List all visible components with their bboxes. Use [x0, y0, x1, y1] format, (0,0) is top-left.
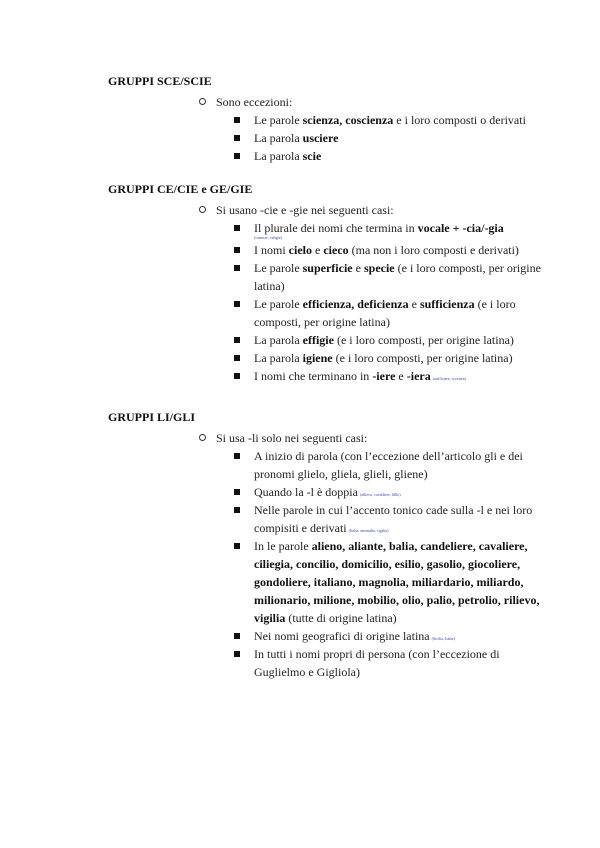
- list-item: Le parole efficienza, deficienza e sufficienza (e i loro composti, per origine latina): [108, 295, 548, 331]
- square-bullet-icon: [234, 543, 240, 549]
- list-item: La parola scie: [108, 147, 548, 165]
- section-heading: GRUPPI SCE/SCIE: [108, 74, 212, 88]
- section-sce-scie: [108, 72, 548, 165]
- list-item-level1: Sono eccezioni:: [108, 93, 548, 111]
- hollow-circle-bullet-icon: [199, 434, 206, 441]
- example-note: (camicie, valigie): [254, 235, 282, 240]
- square-bullet-icon: [234, 153, 240, 159]
- list-item: Nelle parole in cui l’accento tonico cade sulla -l e nei loro compisiti e derivati (Italia, anomalia, vigilia): [108, 501, 548, 537]
- list-item: Le parole superficie e specie (e i loro composti, per origine latina): [108, 259, 548, 295]
- square-bullet-icon: [234, 225, 240, 231]
- square-bullet-icon: [234, 117, 240, 123]
- hollow-circle-bullet-icon: [199, 98, 206, 105]
- square-bullet-icon: [234, 373, 240, 379]
- square-bullet-icon: [234, 135, 240, 141]
- example-note: (Italia, anomalia, vigilia): [348, 528, 389, 533]
- list-item: La parola usciere: [108, 129, 548, 147]
- example-note: (Sicilia, Italia): [431, 636, 455, 641]
- example-note: (allievo, cavalliere, lilllo): [359, 492, 401, 497]
- list-item-level1: Si usano -cie e -gie nei seguenti casi:: [108, 201, 548, 219]
- section-li-gli: [108, 408, 548, 681]
- square-bullet-icon: [234, 633, 240, 639]
- list-item: In le parole alieno, aliante, balia, candeliere, cavaliere, ciliegia, concilio, domicilio, esilio, gasolio, giocoliere, gondoliere, italiano, magnolia, miliardario, miliardo, milionario, milione, mobilio, olio, palio, petrolio, rilievo, vigilia (tutte di origine latina): [108, 537, 548, 627]
- square-bullet-icon: [234, 651, 240, 657]
- list-item: I nomi cielo e cieco (ma non i loro composti e derivati): [108, 241, 548, 259]
- example-note: (artificiere, crociera): [432, 376, 466, 381]
- section-heading: GRUPPI CE/CIE e GE/GIE: [108, 182, 253, 196]
- square-bullet-icon: [234, 489, 240, 495]
- hollow-circle-bullet-icon: [199, 206, 206, 213]
- list-item: In tutti i nomi propri di persona (con l’eccezione di Guglielmo e Gigliola): [108, 645, 548, 681]
- square-bullet-icon: [234, 301, 240, 307]
- section-ce-cie-ge-gie: [108, 180, 548, 385]
- list-item: Quando la -l è doppia (allievo, cavalliere, lilllo): [108, 483, 548, 501]
- square-bullet-icon: [234, 265, 240, 271]
- list-item: La parola effigie (e i loro composti, per origine latina): [108, 331, 548, 349]
- square-bullet-icon: [234, 453, 240, 459]
- list-item: Le parole scienza, coscienza e i loro composti o derivati: [108, 111, 548, 129]
- square-bullet-icon: [234, 507, 240, 513]
- square-bullet-icon: [234, 337, 240, 343]
- list-item: La parola igiene (e i loro composti, per origine latina): [108, 349, 548, 367]
- list-item: A inizio di parola (con l’eccezione dell’articolo gli e dei pronomi glielo, gliela, glieli, gliene): [108, 447, 548, 483]
- list-item: Nei nomi geografici di origine latina (Sicilia, Italia): [108, 627, 548, 645]
- square-bullet-icon: [234, 355, 240, 361]
- section-heading: GRUPPI LI/GLI: [108, 410, 196, 424]
- list-item: I nomi che terminano in -iere e -iera (artificiere, crociera): [108, 367, 548, 385]
- square-bullet-icon: [234, 247, 240, 253]
- list-item: Il plurale dei nomi che termina in vocale + -cia/-gia (camicie, valigie): [108, 219, 548, 241]
- list-item-level1: Si usa -li solo nei seguenti casi:: [108, 429, 548, 447]
